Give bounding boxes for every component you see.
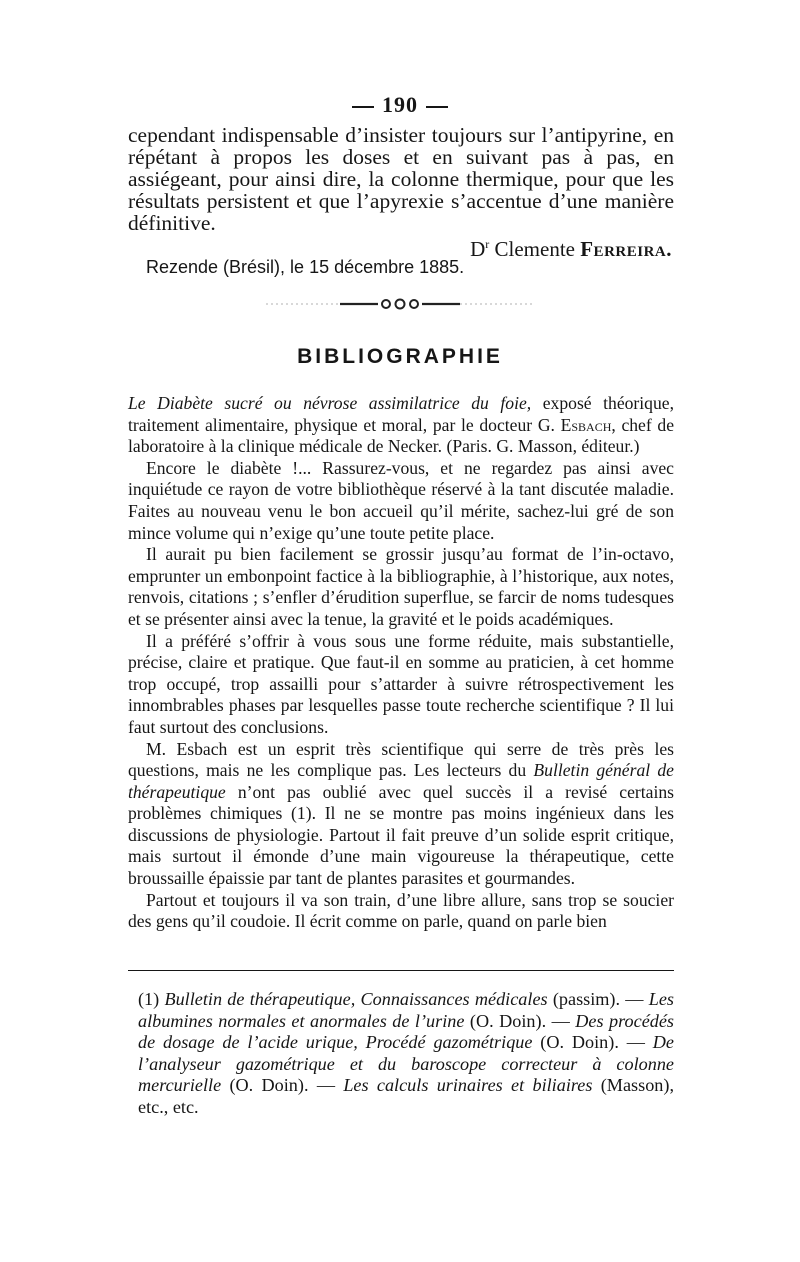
footnote-sep-d: (O. Doin). — — [464, 1010, 576, 1031]
review-p4-a: M. Esbach est un esprit très scientifique qui serre de très près les questions, mais ne les complique pas. Les lecteurs du — [128, 738, 674, 781]
review-paragraph: Encore le diabète !... Rassurez-vous, et ne regardez pas ainsi avec inquiétude ce rayon de votre bibliothèque réservé à la tant discutée maladie. Faites au nouveau venu le bon accueil qu’il mérite, sachez-lui gré de son mince volume qui n’exige qu’une toute petite place. — [128, 457, 674, 543]
footnote-sep-j: (Masson), etc., etc. — [138, 1075, 674, 1117]
review-paragraph: Il aurait pu bien facilement se grossir jusqu’au format de l’in-octavo, emprunter un embonpoint factice à la bibliographie, à l’historique, aux notes, renvois, citations ; s’enfler d’érudition superflue, se farcir de noms tudesques et se présenter ainsi avec la tenue, la gravité et le poids académiques. — [128, 544, 674, 629]
signature-first-name: Clemente — [494, 237, 575, 261]
footnote-title-c: Les albumines normales et anormales de l’urine — [138, 989, 674, 1031]
signature-title-sup: r — [485, 237, 490, 251]
signature-last-name: Ferreira. — [580, 237, 672, 261]
footnote-title-g: De l’analyseur gazométrique et du baroscope correcteur à colonne mercurielle — [138, 1032, 675, 1095]
section-divider-ornament — [260, 296, 540, 312]
review-book-details-1: exposé théorique, traitement alimentaire, physique et moral, par le docteur G. — [128, 393, 674, 435]
footnote-title-i: Les calculs urinaires et biliaires — [343, 1075, 593, 1095]
footnote-title-e: Des procédés de dosage de l’acide urique, Procédé gazométrique — [138, 1010, 675, 1052]
closing-paragraph-text: cependant indispensable d’insister toujours sur l’antipyrine, en répétant à propos les doses et en suivant pas à pas, en assiégeant, pour ainsi dire, la colonne thermique, pour que les résultats persistent et que l’apyrexie s’accentue d’une manière définitive. — [128, 123, 674, 235]
page-number: 190 — [382, 92, 418, 117]
review-book-details-2: , chef de laboratoire à la clinique médicale de Necker. (Paris. G. Masson, éditeur.) — [128, 414, 675, 457]
footnote-sep-h: (O. Doin). — — [221, 1075, 344, 1095]
review-paragraph-5: Partout et toujours il va son train, d’une libre allure, sans trop se soucier des gens qu’il coudoie. Il écrit comme on parle, quand on parle bien — [128, 889, 674, 932]
review-citation — [128, 393, 674, 458]
footnote-sep-f: (O. Doin). — — [532, 1032, 653, 1052]
right-dash — [426, 106, 448, 108]
left-dash — [352, 106, 374, 108]
footnote-text — [138, 989, 674, 1118]
footnote — [138, 989, 674, 1118]
review-paragraph-4 — [128, 739, 674, 890]
footnote-title-a: Bulletin de thérapeutique, Connaissances médicales — [164, 989, 548, 1009]
footnote-sep-b: (passim). — — [547, 989, 649, 1009]
closing-paragraph — [128, 124, 674, 234]
signature — [470, 232, 672, 261]
book-review — [128, 393, 674, 933]
review-author-name: Esbach — [560, 414, 612, 435]
page-number-header — [0, 92, 800, 118]
section-title: BIBLIOGRAPHIE — [297, 345, 503, 368]
review-p4-journal: Bulletin général de thérapeutique — [128, 760, 674, 802]
footnote-marker: (1) — [138, 989, 165, 1009]
signature-title: $D^r$ — [470, 237, 490, 261]
review-book-title: Le Diabète sucré ou névrose assimilatrice du foie, — [128, 393, 532, 413]
footnote-separator — [128, 970, 674, 971]
review-paragraph: Il a préféré s’offrir à vous sous une forme réduite, mais substantielle, précise, claire et pratique. Que faut-il en somme au praticien, à cet homme trop occupé, trop assailli pour s’attarder à suivre rétrospectivement les innombrables phases par lesquelles passe toute recherche scientifique ? Il lui faut surtout des conclusions. — [128, 630, 674, 737]
dateline: Rezende (Brésil), le 15 décembre 1885. — [146, 257, 465, 277]
review-p4-b: n’ont pas oublié avec quel succès il a revisé certains problèmes chimiques (1). Il ne se montre pas moins ingénieux dans les discussions de physiologie. Partout il fait preuve d’un solide esprit critique, mais surtout il émonde d’une main vigoureuse la thérapeutique, cette broussaille épaissie par tant de plantes parasites et gourmandes. — [128, 781, 674, 889]
